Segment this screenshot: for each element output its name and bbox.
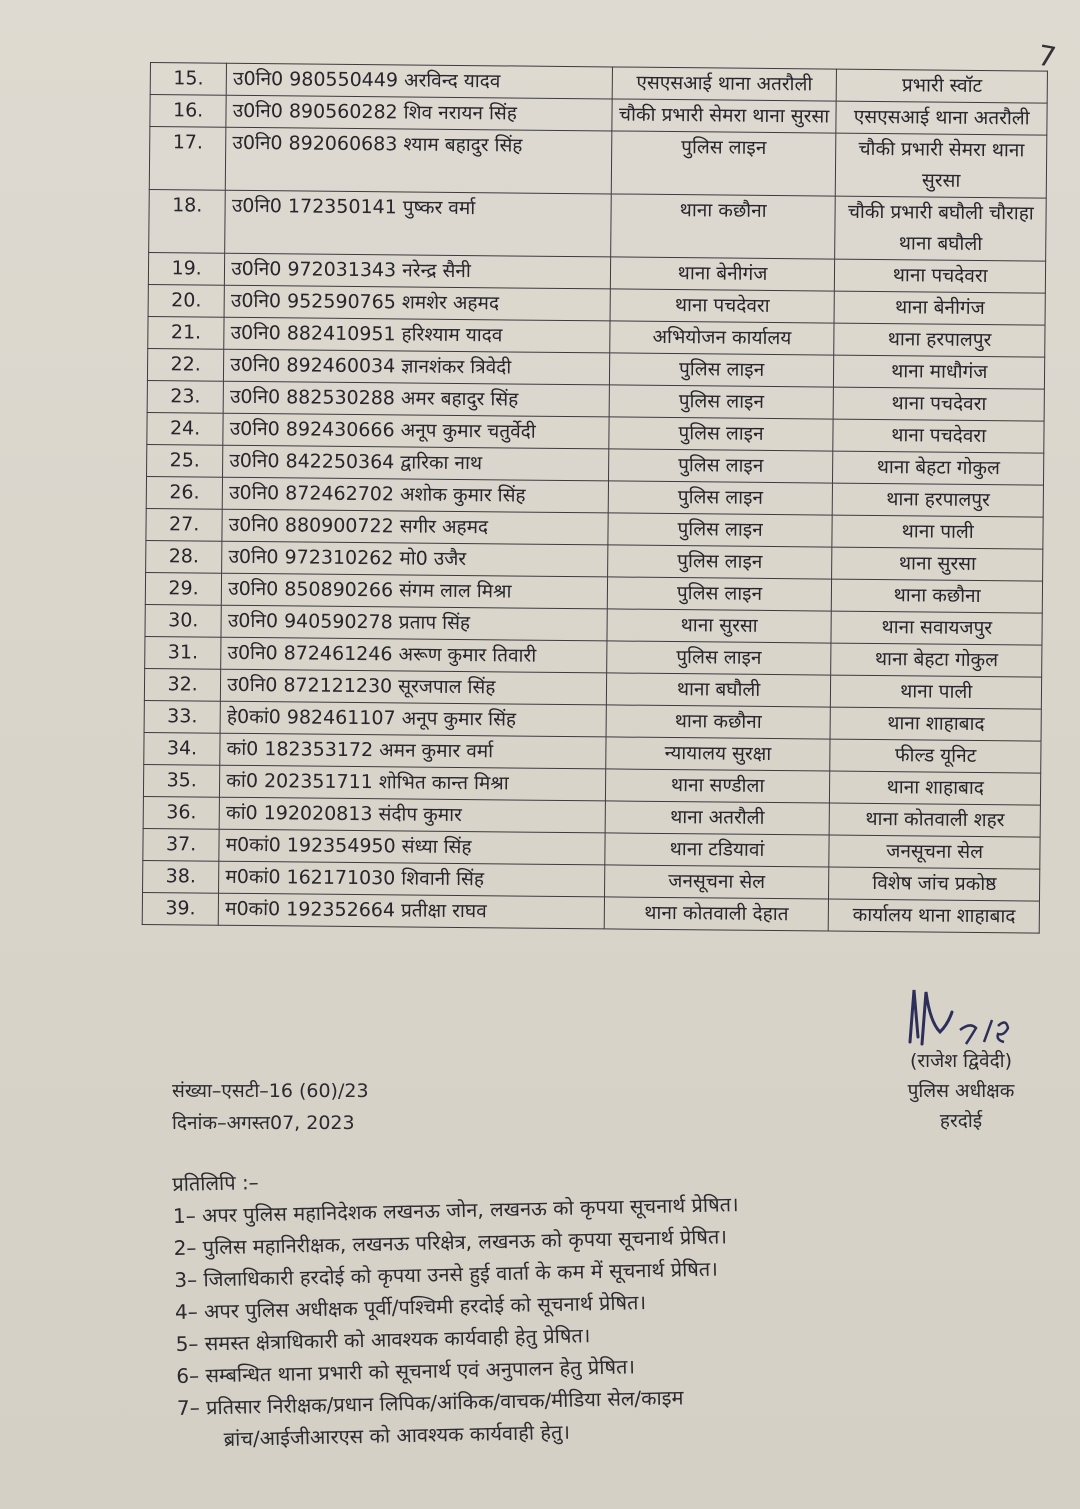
serial-number-cell: 30. [145,604,222,637]
copy-to-item: 1– अपर पुलिस महानिदेशक लखनऊ जोन, लखनऊ को कृपया सूचनार्थ प्रेषित। [172,1192,739,1228]
posted-from-cell: थाना कोतवाली देहात [604,897,829,931]
employee-name-cell: उ0नि0 880900722 सगीर अहमद [222,509,608,545]
posted-from-cell: पुलिस लाइन [611,131,836,196]
posted-from-cell: पुलिस लाइन [608,513,833,547]
copy-to-item: 5– समस्त क्षेत्राधिकारी को आवश्यक कार्यवाही हेतु प्रेषित। [175,1323,591,1356]
serial-number-cell: 17. [149,127,226,191]
posted-to-cell: थाना बेहटा गोकुल [831,643,1042,677]
posted-from-cell: पुलिस लाइन [607,577,832,611]
table-row [149,127,1047,199]
employee-name-cell: उ0नि0 872461246 अरूण कुमार तिवारी [221,637,607,673]
serial-number-cell: 28. [146,540,223,573]
signatory-block [886,1046,1036,1136]
posted-to-cell: विशेष जांच प्रकोष्ठ [829,867,1040,901]
serial-number-cell: 23. [147,380,224,413]
serial-number-cell: 38. [143,860,220,893]
posted-from-cell: पुलिस लाइन [608,449,833,483]
table-row [149,189,1047,261]
posted-to-cell: थाना शाहाबाद [830,707,1041,741]
posted-to-cell: थाना पाली [831,675,1042,709]
posted-to-cell: थाना पचदेवरा [834,387,1045,421]
employee-name-cell: कां0 182353172 अमन कुमार वर्मा [220,733,606,769]
employee-name-cell: उ0नि0 892060683 श्याम बहादुर सिंह [226,127,612,194]
signatory-name: (राजेश द्विवेदी) [910,1050,1012,1072]
employee-name-cell: हे0कां0 982461107 अनूप कुमार सिंह [220,701,606,737]
serial-number-cell: 35. [143,764,220,797]
reference-date: दिनांक–अगस्त07, 2023 [172,1112,355,1134]
posted-to-cell: थाना बेनीगंज [834,291,1045,325]
employee-name-cell: म0कां0 162171030 शिवानी सिंह [219,861,605,897]
posted-to-cell: एसएसआई थाना अतरौली [836,101,1047,135]
reference-number: संख्या–एसटी–16 (60)/23 [172,1080,369,1102]
employee-name-cell: उ0नि0 940590278 प्रताप सिंह [221,605,607,641]
serial-number-cell: 39. [142,892,219,925]
employee-name-cell: उ0नि0 872462702 अशोक कुमार सिंह [222,477,608,513]
posted-to-cell: थाना कछौना [832,579,1043,613]
copy-to-item: 7– प्रतिसार निरीक्षक/प्रधान लिपिक/आंकिक/वाचक/मीडिया सेल/काइम [176,1385,684,1420]
posted-from-cell: चौकी प्रभारी सेमरा थाना सुरसा [612,99,837,133]
serial-number-cell: 27. [146,508,223,541]
employee-name-cell: उ0नि0 892460034 ज्ञानशंकर त्रिवेदी [224,349,610,385]
employee-name-cell: उ0नि0 882530288 अमर बहादुर सिंह [223,381,609,417]
posted-from-cell: जनसूचना सेल [604,865,829,899]
employee-name-cell: उ0नि0 972031343 नरेन्द्र सैनी [225,253,611,289]
serial-number-cell: 25. [147,444,224,477]
employee-name-cell: उ0नि0 872121230 सूरजपाल सिंह [221,669,607,705]
posted-from-cell: पुलिस लाइन [609,385,834,419]
copy-to-item: 3– जिलाधिकारी हरदोई को कृपया उनसे हुई वार्ता के कम में सूचनार्थ प्रेषित। [174,1256,719,1292]
employee-name-cell: कां0 192020813 संदीप कुमार [219,797,605,833]
serial-number-cell: 21. [148,316,225,349]
serial-number-cell: 26. [146,476,223,509]
serial-number-cell: 29. [145,572,222,605]
posted-to-cell: थाना कोतवाली शहर [830,803,1041,837]
copy-to-heading: प्रतिलिपि :– [172,1170,259,1196]
serial-number-cell: 19. [148,252,225,285]
signatory-district: हरदोई [939,1110,983,1132]
employee-name-cell: कां0 202351711 शोभित कान्त मिश्रा [220,765,606,801]
posted-from-cell: थाना टडियावां [605,833,830,867]
posted-from-cell: पुलिस लाइन [607,545,832,579]
posted-to-cell: चौकी प्रभारी सेमरा थाना सुरसा [836,133,1047,198]
posted-from-cell: थाना सुरसा [607,609,832,643]
posted-to-cell: थाना सुरसा [832,547,1043,581]
serial-number-cell: 36. [143,796,220,829]
serial-number-cell: 37. [143,828,220,861]
serial-number-cell: 34. [144,732,221,765]
posted-from-cell: पुलिस लाइन [608,481,833,515]
reference-block [172,1075,369,1139]
serial-number-cell: 16. [150,95,227,128]
signatory-designation: पुलिस अधीक्षक [907,1080,1015,1102]
posted-from-cell: थाना सण्डीला [605,769,830,803]
corner-mark: 7 [1035,38,1059,75]
posted-from-cell: थाना पचदेवरा [610,289,835,323]
posted-to-cell: चौकी प्रभारी बघौली चौराहा थाना बघौली [835,196,1046,261]
signature [900,982,1020,1052]
employee-name-cell: उ0नि0 952590765 शमशेर अहमद [224,285,610,321]
employee-name-cell: उ0नि0 892430666 अनूप कुमार चतुर्वेदी [223,413,609,449]
serial-number-cell: 24. [147,412,224,445]
posted-to-cell: थाना माधौगंज [834,355,1045,389]
posted-from-cell: पुलिस लाइन [609,417,834,451]
posted-to-cell: थाना पचदेवरा [833,419,1044,453]
posted-to-cell: थाना हरपालपुर [833,483,1044,517]
employee-name-cell: उ0नि0 172350141 पुष्कर वर्मा [225,190,611,257]
posted-to-cell: प्रभारी स्वॉट [837,69,1048,103]
posted-to-cell: जनसूचना सेल [829,835,1040,869]
posted-from-cell: पुलिस लाइन [606,641,831,675]
posted-from-cell: थाना कछौना [606,705,831,739]
posted-to-cell: थाना पचदेवरा [835,259,1046,293]
posted-from-cell: एसएसआई थाना अतरौली [612,67,837,101]
employee-name-cell: उ0नि0 972310262 मो0 उजैर [222,541,608,577]
posted-from-cell: थाना कछौना [610,194,835,259]
posted-to-cell: थाना बेहटा गोकुल [833,451,1044,485]
serial-number-cell: 22. [147,348,224,381]
employee-name-cell: उ0नि0 882410951 हरिश्याम यादव [224,317,610,353]
copy-to-item: 4– अपर पुलिस अधीक्षक पूर्वी/पश्चिमी हरदोई को सूचनार्थ प्रेषित। [174,1290,647,1324]
employee-name-cell: उ0नि0 980550449 अरविन्द यादव [226,63,612,99]
posted-to-cell: थाना पाली [832,515,1043,549]
posted-to-cell: थाना शाहाबाद [830,771,1041,805]
posted-to-cell: कार्यालय थाना शाहाबाद [829,899,1040,933]
copy-to-item: 2– पुलिस महानिरीक्षक, लखनऊ परिक्षेत्र, लखनऊ को कृपया सूचनार्थ प्रेषित। [173,1224,728,1260]
transfer-table [142,62,1048,934]
employee-name-cell: उ0नि0 850890266 संगम लाल मिश्रा [222,573,608,609]
copy-to-item-continuation: ब्रांच/आईजीआरएस को आवश्यक कार्यवाही हेतु। [223,1419,571,1451]
posted-to-cell: थाना हरपालपुर [834,323,1045,357]
employee-name-cell: म0कां0 192354950 संध्या सिंह [219,829,605,865]
serial-number-cell: 15. [150,63,227,96]
copy-to-block [172,1150,1058,1456]
employee-name-cell: म0कां0 192352664 प्रतीक्षा राघव [218,893,604,929]
posted-from-cell: थाना बेनीगंज [610,257,835,291]
posted-to-cell: फील्ड यूनिट [830,739,1041,773]
transfer-table-body [142,63,1047,934]
serial-number-cell: 20. [148,284,225,317]
serial-number-cell: 31. [145,636,222,669]
posted-from-cell: थाना अतरौली [605,801,830,835]
copy-to-item: 6– सम्बन्धित थाना प्रभारी को सूचनार्थ एवं अनुपालन हेतु प्रेषित। [176,1354,636,1388]
posted-from-cell: पुलिस लाइन [609,353,834,387]
posted-from-cell: न्यायालय सुरक्षा [605,737,830,771]
serial-number-cell: 18. [149,189,226,253]
serial-number-cell: 33. [144,700,221,733]
serial-number-cell: 32. [144,668,221,701]
posted-from-cell: अभियोजन कार्यालय [609,321,834,355]
posted-to-cell: थाना सवायजपुर [831,611,1042,645]
employee-name-cell: उ0नि0 890560282 शिव नरायन सिंह [226,95,612,131]
employee-name-cell: उ0नि0 842250364 द्वारिका नाथ [223,445,609,481]
posted-from-cell: थाना बघौली [606,673,831,707]
